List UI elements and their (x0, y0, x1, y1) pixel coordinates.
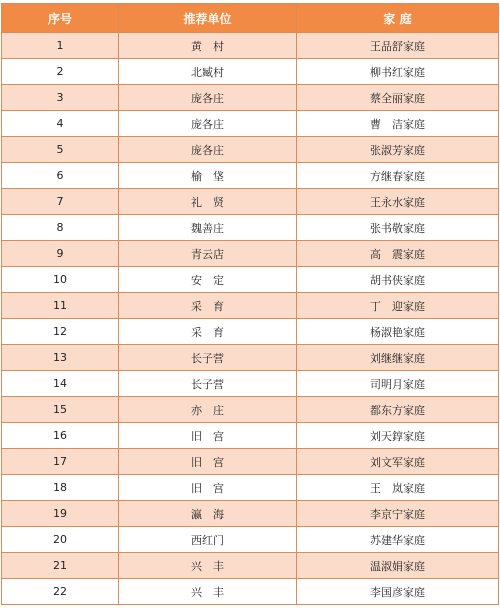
cell-index: 6 (2, 163, 119, 189)
table-row (2, 241, 499, 267)
cell-family: 苏建华家庭 (297, 527, 499, 553)
cell-family: 刘继继家庭 (297, 345, 499, 371)
table-row (2, 111, 499, 137)
cell-unit: 西红门 (119, 527, 297, 553)
table-row (2, 267, 499, 293)
family-table (1, 3, 499, 605)
cell-family: 王品舒家庭 (297, 33, 499, 59)
cell-unit: 庞各庄 (119, 111, 297, 137)
cell-index: 10 (2, 267, 119, 293)
cell-unit: 青云店 (119, 241, 297, 267)
cell-index: 22 (2, 579, 119, 605)
cell-index: 15 (2, 397, 119, 423)
cell-unit: 采 育 (119, 293, 297, 319)
cell-family: 温淑娟家庭 (297, 553, 499, 579)
cell-unit: 旧 宫 (119, 475, 297, 501)
cell-unit: 长子营 (119, 345, 297, 371)
cell-index: 7 (2, 189, 119, 215)
cell-family: 胡书侠家庭 (297, 267, 499, 293)
cell-family: 曹 洁家庭 (297, 111, 499, 137)
table-row (2, 163, 499, 189)
table-row (2, 345, 499, 371)
cell-family: 高 震家庭 (297, 241, 499, 267)
cell-index: 18 (2, 475, 119, 501)
cell-unit: 亦 庄 (119, 397, 297, 423)
table-row (2, 579, 499, 605)
table-row (2, 397, 499, 423)
table-row (2, 371, 499, 397)
cell-family: 司明月家庭 (297, 371, 499, 397)
table-row (2, 85, 499, 111)
cell-family: 柳书红家庭 (297, 59, 499, 85)
cell-unit: 礼 贤 (119, 189, 297, 215)
cell-unit: 长子营 (119, 371, 297, 397)
cell-unit: 魏善庄 (119, 215, 297, 241)
table-row (2, 137, 499, 163)
cell-index: 4 (2, 111, 119, 137)
cell-index: 21 (2, 553, 119, 579)
cell-unit: 榆 垡 (119, 163, 297, 189)
cell-unit: 旧 宫 (119, 423, 297, 449)
cell-index: 17 (2, 449, 119, 475)
cell-family: 都东方家庭 (297, 397, 499, 423)
cell-index: 8 (2, 215, 119, 241)
table-row (2, 449, 499, 475)
table-body (2, 33, 499, 605)
cell-index: 9 (2, 241, 119, 267)
cell-index: 1 (2, 33, 119, 59)
cell-family: 杨淑艳家庭 (297, 319, 499, 345)
cell-unit: 安 定 (119, 267, 297, 293)
header-family: 家 庭 (297, 4, 499, 33)
cell-unit: 庞各庄 (119, 85, 297, 111)
cell-family: 张淑芳家庭 (297, 137, 499, 163)
cell-index: 12 (2, 319, 119, 345)
table-row (2, 527, 499, 553)
table-row (2, 501, 499, 527)
cell-unit: 兴 丰 (119, 553, 297, 579)
table-row (2, 475, 499, 501)
cell-unit: 黄 村 (119, 33, 297, 59)
cell-index: 13 (2, 345, 119, 371)
cell-family: 张书敬家庭 (297, 215, 499, 241)
cell-family: 蔡全丽家庭 (297, 85, 499, 111)
table-row (2, 319, 499, 345)
cell-unit: 瀛 海 (119, 501, 297, 527)
cell-family: 李京宁家庭 (297, 501, 499, 527)
header-unit: 推荐单位 (119, 4, 297, 33)
cell-index: 20 (2, 527, 119, 553)
table-row (2, 553, 499, 579)
table-row (2, 423, 499, 449)
cell-family: 刘天錞家庭 (297, 423, 499, 449)
cell-family: 方继春家庭 (297, 163, 499, 189)
table-row (2, 215, 499, 241)
table-header-row (2, 4, 499, 33)
cell-index: 14 (2, 371, 119, 397)
cell-index: 2 (2, 59, 119, 85)
cell-family: 王永水家庭 (297, 189, 499, 215)
cell-unit: 庞各庄 (119, 137, 297, 163)
table-row (2, 189, 499, 215)
table-row (2, 59, 499, 85)
cell-family: 丁 迎家庭 (297, 293, 499, 319)
header-index: 序号 (2, 4, 119, 33)
cell-unit: 旧 宫 (119, 449, 297, 475)
cell-unit: 北臧村 (119, 59, 297, 85)
cell-index: 3 (2, 85, 119, 111)
table-row (2, 293, 499, 319)
cell-index: 16 (2, 423, 119, 449)
cell-index: 19 (2, 501, 119, 527)
cell-family: 刘文军家庭 (297, 449, 499, 475)
cell-unit: 采 育 (119, 319, 297, 345)
cell-index: 11 (2, 293, 119, 319)
table-row (2, 33, 499, 59)
cell-index: 5 (2, 137, 119, 163)
cell-family: 王 岚家庭 (297, 475, 499, 501)
cell-family: 李国彦家庭 (297, 579, 499, 605)
cell-unit: 兴 丰 (119, 579, 297, 605)
